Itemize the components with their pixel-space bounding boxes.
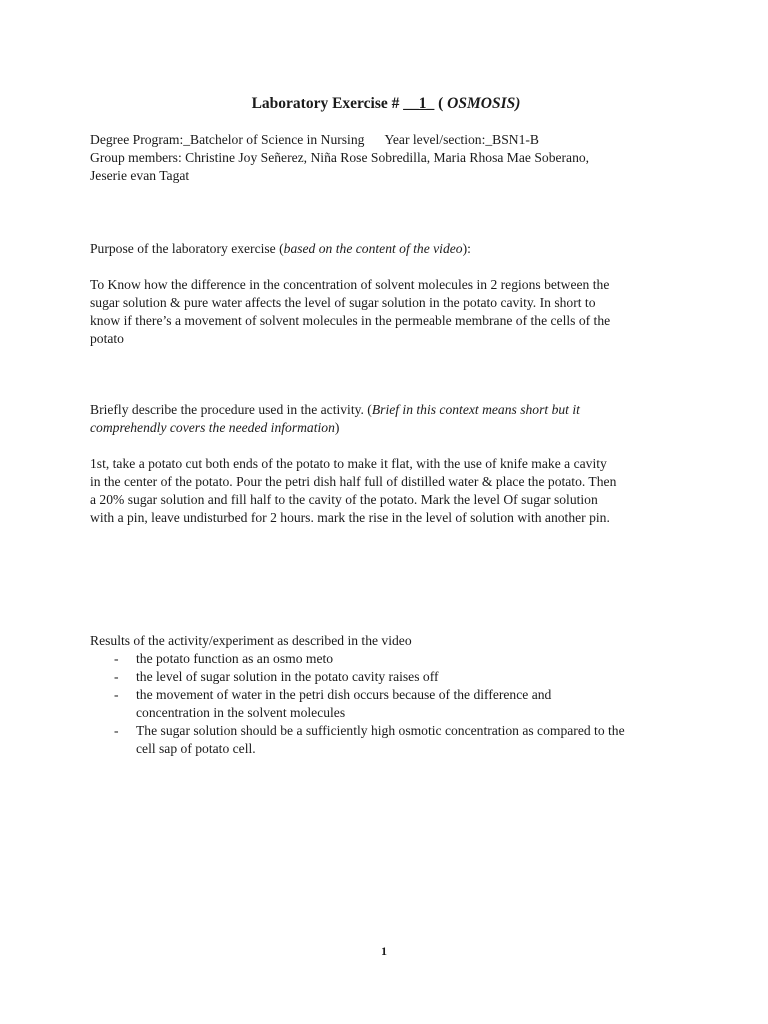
page-title xyxy=(0,94,768,114)
results-prompt: Results of the activity/experiment as described in the video xyxy=(90,633,412,648)
procedure-section xyxy=(90,401,690,437)
bullet-dash: - xyxy=(114,651,119,666)
result-text-continued: cell sap of potato cell. xyxy=(136,741,256,756)
procedure-line: with a pin, leave undisturbed for 2 hours. mark the rise in the level of solution with another pin. xyxy=(90,510,610,525)
degree-program: Degree Program:_Batchelor of Science in Nursing xyxy=(90,132,365,147)
purpose-answer xyxy=(90,276,690,348)
result-text: The sugar solution should be a sufficiently high osmotic concentration as compared to the xyxy=(136,723,625,738)
title-prefix: Laboratory Exercise # xyxy=(251,95,404,112)
procedure-line: 1st, take a potato cut both ends of the potato to make it flat, with the use of knife make a cavity xyxy=(90,456,607,471)
exercise-topic: OSMOSIS) xyxy=(447,95,521,112)
result-text: the movement of water in the petri dish occurs because of the difference and xyxy=(136,687,552,702)
results-section xyxy=(90,632,690,758)
procedure-prompt-italic-2: comprehendly covers the needed information xyxy=(90,420,335,435)
procedure-prompt-italic-1: Brief in this context means short but it xyxy=(371,402,580,417)
bullet-dash: - xyxy=(114,687,119,702)
list-item xyxy=(90,650,690,668)
list-item xyxy=(90,668,690,686)
bullet-dash: - xyxy=(114,723,119,738)
result-text: the level of sugar solution in the potato cavity raises off xyxy=(136,669,439,684)
bullet-dash: - xyxy=(114,669,119,684)
group-members-line-2: Jeserie evan Tagat xyxy=(90,168,190,183)
purpose-prompt-end: ): xyxy=(462,241,471,256)
procedure-prompt-start: Briefly describe the procedure used in the activity. ( xyxy=(90,402,372,417)
list-item xyxy=(90,722,690,758)
title-open-paren: ( xyxy=(434,95,448,112)
purpose-line: sugar solution & pure water affects the level of sugar solution in the potato cavity. In short to xyxy=(90,295,596,310)
purpose-prompt-italic: based on the content of the video xyxy=(283,241,463,256)
purpose-prompt-start: Purpose of the laboratory exercise ( xyxy=(90,241,284,256)
page-number: 1 xyxy=(381,944,387,958)
purpose-line: To Know how the difference in the concentration of solvent molecules in 2 regions between the xyxy=(90,277,610,292)
procedure-line: a 20% sugar solution and fill half to the cavity of the potato. Mark the level Of sugar solution xyxy=(90,492,598,507)
purpose-line: potato xyxy=(90,331,124,346)
purpose-line: know if there’s a movement of solvent molecules in the permeable membrane of the cells of the xyxy=(90,313,611,328)
result-text-continued: concentration in the solvent molecules xyxy=(136,705,346,720)
results-list xyxy=(90,650,690,758)
procedure-prompt-line-2 xyxy=(90,419,690,437)
list-item xyxy=(90,686,690,722)
procedure-answer xyxy=(90,455,690,527)
procedure-line: in the center of the potato. Pour the petri dish half full of distilled water & place the potato. Then xyxy=(90,474,617,489)
purpose-section xyxy=(90,240,690,258)
program-line xyxy=(90,131,690,149)
exercise-number: __1_ xyxy=(403,95,435,112)
procedure-prompt-end: ) xyxy=(334,420,340,435)
procedure-prompt-line-1 xyxy=(90,401,690,419)
result-text: the potato function as an osmo meto xyxy=(136,651,334,666)
group-members-line-1: Group members: Christine Joy Señerez, Niña Rose Sobredilla, Maria Rhosa Mae Soberano, xyxy=(90,150,590,165)
purpose-prompt xyxy=(90,240,690,258)
header-info xyxy=(90,131,690,185)
year-level-section: Year level/section:_BSN1-B xyxy=(384,132,539,147)
